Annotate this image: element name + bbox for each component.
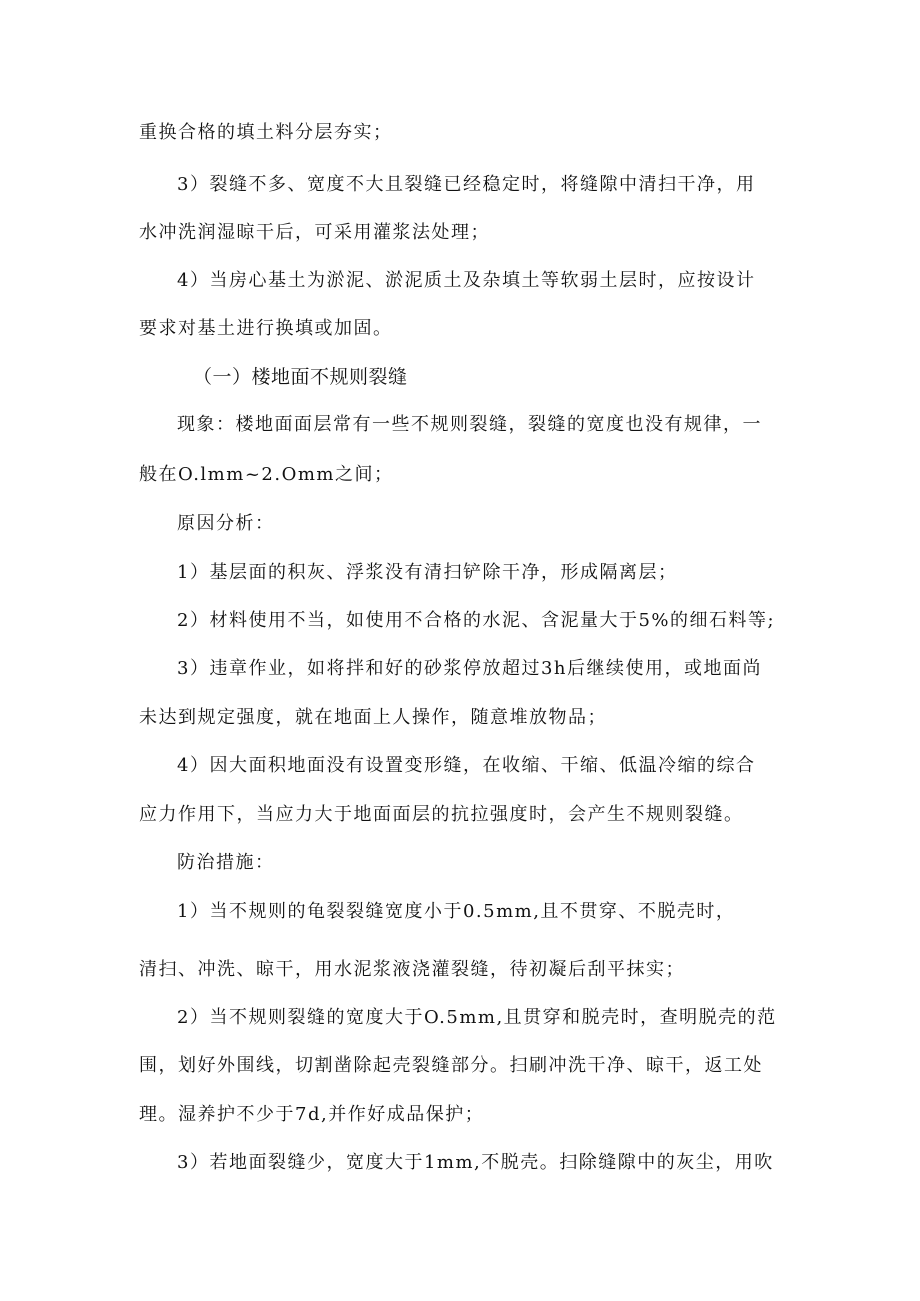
paragraph-line: 2）材料使用不当，如使用不合格的水泥、含泥量大于5%的细石料等; — [177, 610, 776, 631]
paragraph-line: 4）当房心基土为淤泥、淤泥质土及杂填土等软弱土层时，应按设计 — [177, 270, 756, 291]
paragraph-line: 现象：楼地面面层常有一些不规则裂缝，裂缝的宽度也没有规律，一 — [177, 414, 762, 435]
paragraph-line: 围，划好外围线，切割凿除起壳裂缝部分。扫刷冲洗干净、晾干，返工处 — [139, 1055, 763, 1076]
paragraph-line: 2）当不规则裂缝的宽度大于O.5mm,且贯穿和脱壳时，查明脱壳的范 — [177, 1007, 777, 1028]
paragraph-line: 应力作用下，当应力大于地面面层的抗拉强度时，会产生不规则裂缝。 — [139, 804, 744, 825]
paragraph-line: 原因分析： — [177, 513, 275, 534]
paragraph-line: 3）若地面裂缝少，宽度大于1mm,不脱壳。扫除缝隙中的灰尘，用吹 — [177, 1152, 774, 1173]
paragraph-line: 重换合格的填土料分层夯实； — [139, 122, 393, 143]
paragraph-line: 1）当不规则的龟裂裂缝宽度小于0.5mm,且不贯穿、不脱壳时， — [177, 901, 736, 922]
paragraph-line: 未达到规定强度，就在地面上人操作，随意堆放物品； — [139, 707, 607, 728]
paragraph-line: 4）因大面积地面没有设置变形缝，在收缩、干缩、低温冷缩的综合 — [177, 755, 756, 776]
paragraph-line: 要求对基土进行换填或加固。 — [139, 318, 393, 339]
paragraph-line: 理。湿养护不少于7d,并作好成品保护； — [139, 1104, 485, 1125]
paragraph-line: 3）违章作业，如将拌和好的砂浆停放超过3h后继续使用，或地面尚 — [177, 658, 762, 679]
paragraph-line: 防治措施： — [177, 852, 275, 873]
paragraph-line: 清扫、冲洗、晾干，用水泥浆液浇灌裂缝，待初凝后刮平抹实； — [139, 959, 685, 980]
paragraph-line: 般在O.lmm~2.Omm之间； — [139, 464, 394, 485]
paragraph-line: 水冲洗润湿晾干后，可采用灌浆法处理； — [139, 222, 490, 243]
paragraph-line: 3）裂缝不多、宽度不大且裂缝已经稳定时，将缝隙中清扫干净，用 — [177, 174, 756, 195]
section-heading: （一）楼地面不规则裂缝 — [193, 366, 408, 388]
paragraph-line: 1）基层面的积灰、浮浆没有清扫铲除干净，形成隔离层； — [177, 562, 678, 583]
